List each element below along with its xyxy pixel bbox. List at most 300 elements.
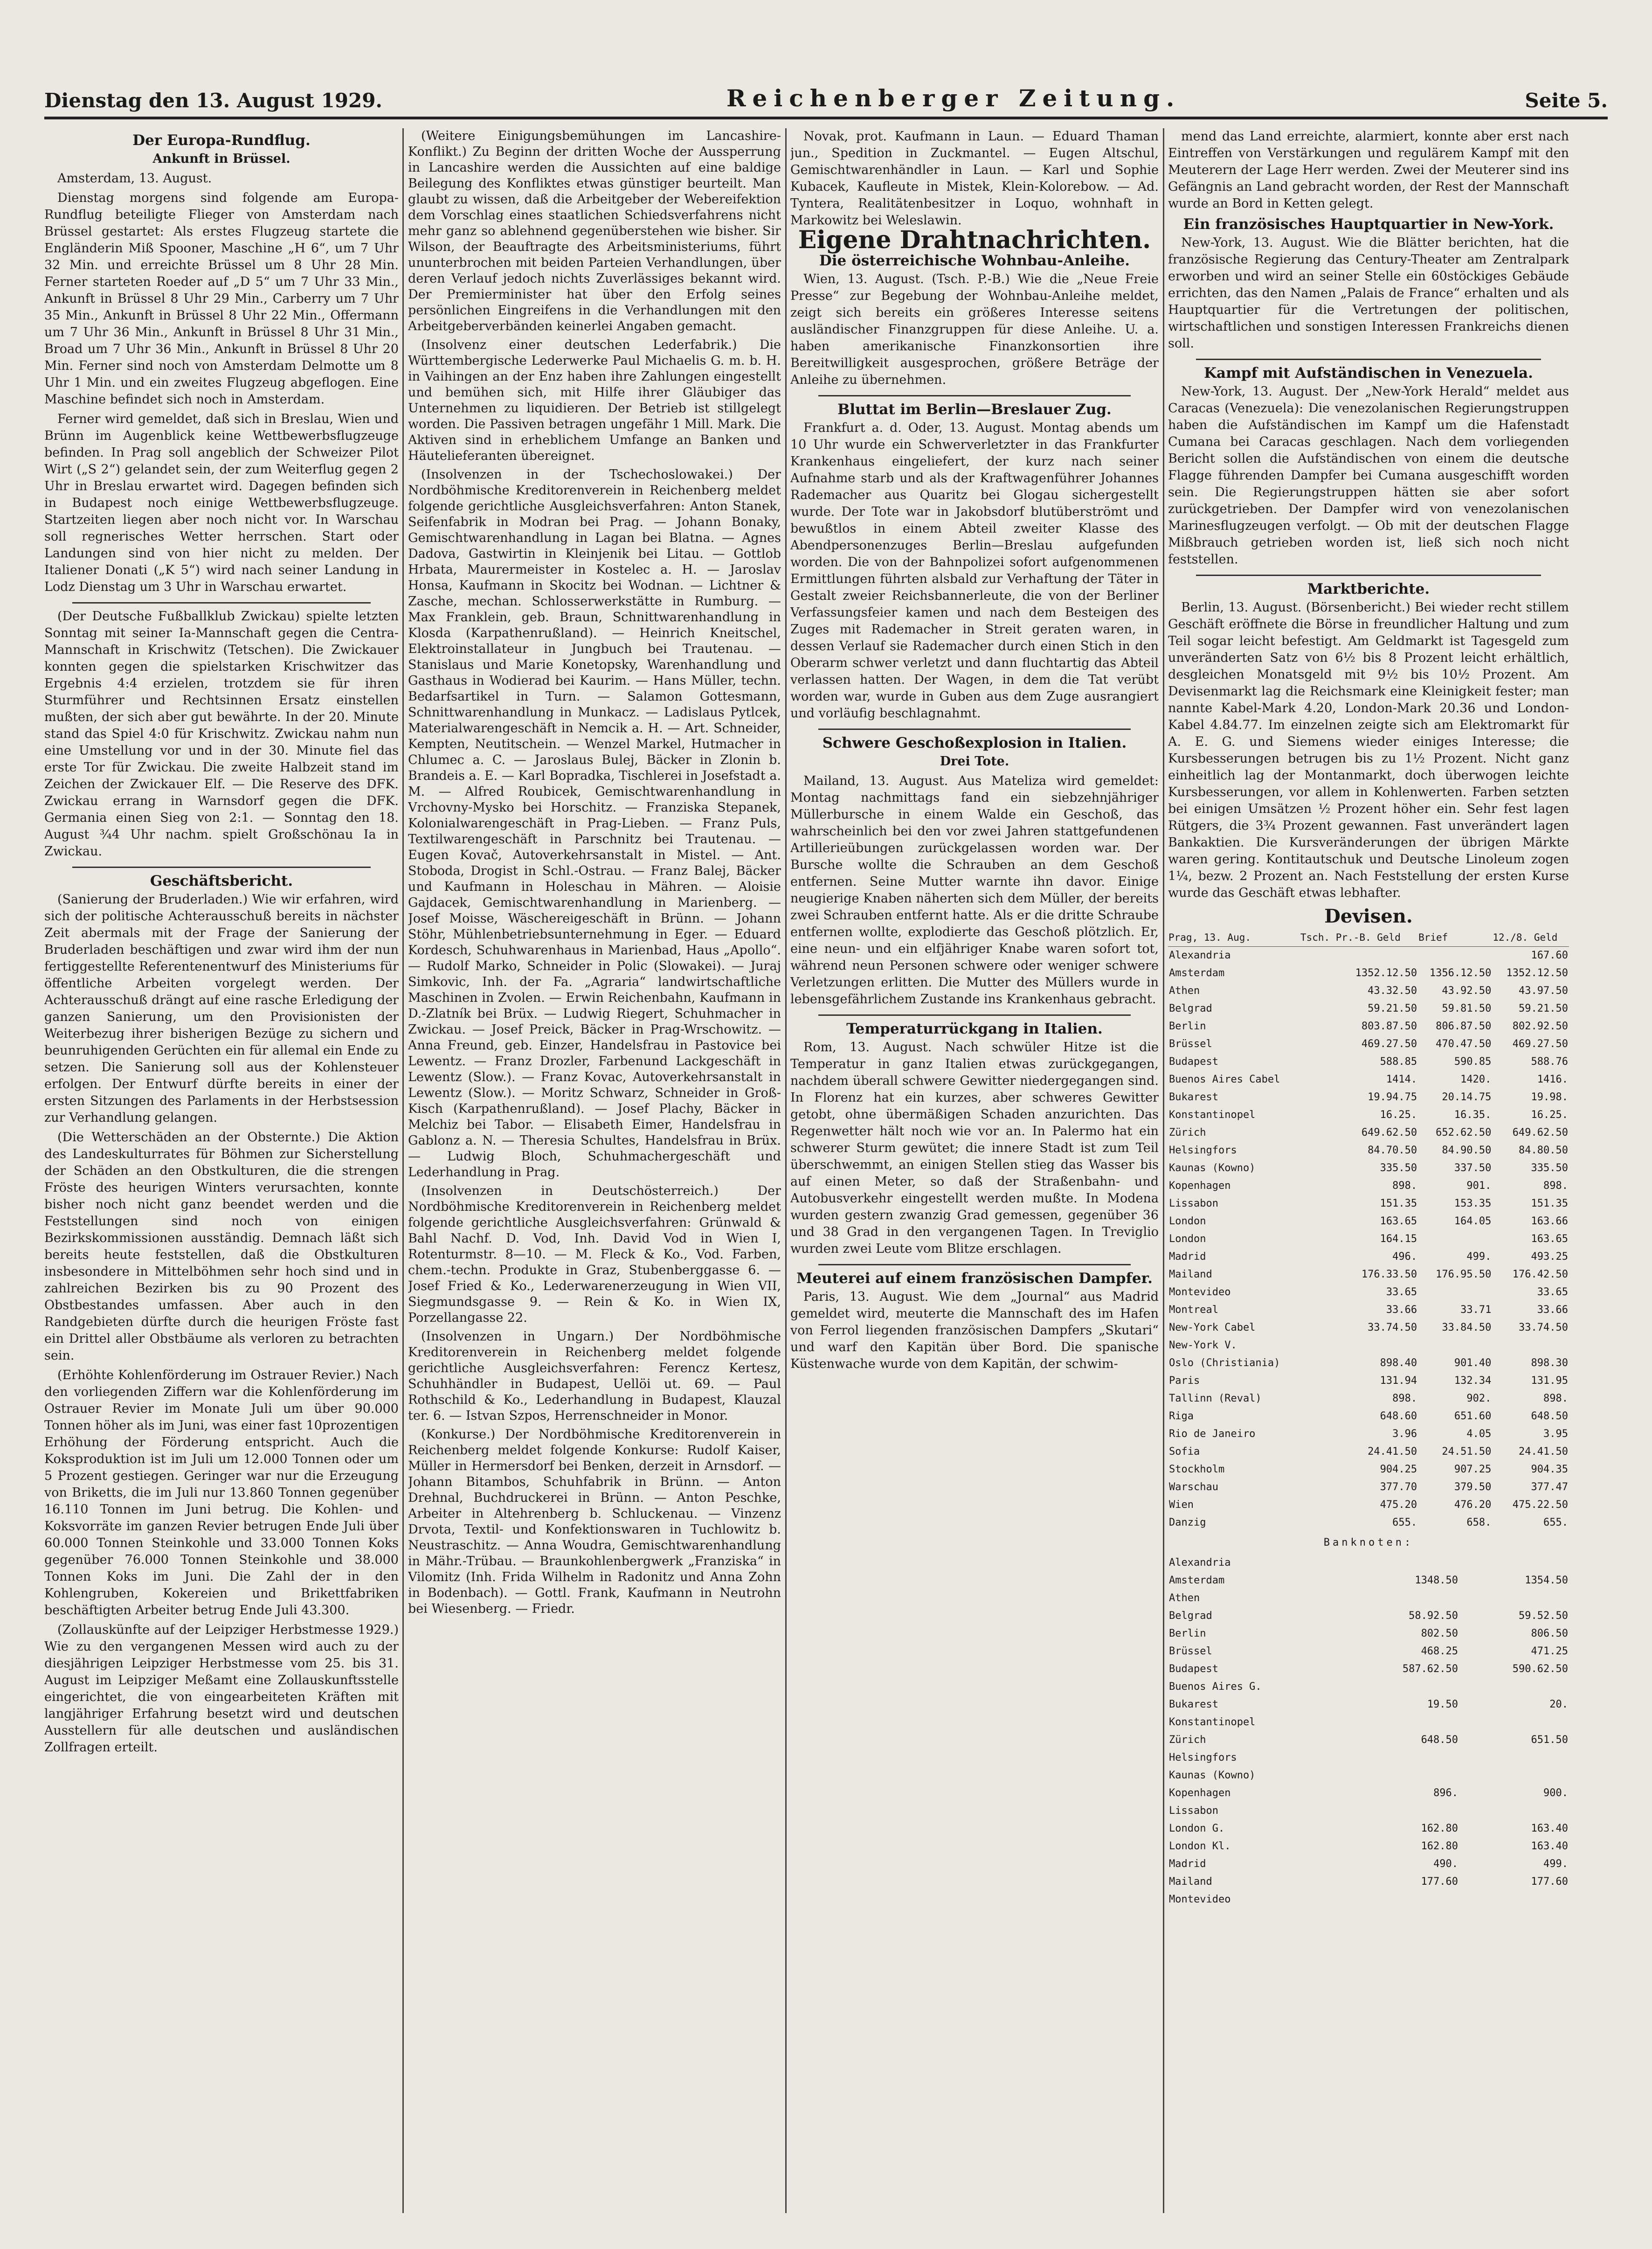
- devisen-place: Sofia: [1169, 1446, 1200, 1458]
- devisen-row: [1168, 1106, 1569, 1124]
- devisen-row: [1168, 1354, 1569, 1372]
- devisen-rate: 164.05: [1454, 1215, 1492, 1227]
- banknoten-place: Bukarest: [1169, 1699, 1218, 1710]
- devisen-rate: 652.62.50: [1436, 1127, 1492, 1138]
- banknoten-row: [1168, 1838, 1569, 1855]
- banknoten-rate: 1354.50: [1525, 1575, 1568, 1586]
- devisen-rate: 167.60: [1531, 950, 1568, 961]
- article: [790, 252, 1159, 389]
- article-paragraph: Frankfurt a. d. Oder, 13. August. Montag abends um 10 Uhr wurde ein Schwerverletzter in das Frankfurter Krankenhaus eingeliefert, der kurz nach seiner Aufnahme starb und als der Kraftwagenführer Johannes Rademacher aus Quaritz bei Glogau sichergestellt wurde. Der Tote war in Jakobsdorf blutüberströmt und bewußtlos in einem Abteil zweiter Klasse des Abendpersonenzuges Berlin—Breslau aufgefunden worden. Die von der Bahnpolizei sofort aufgenommenen Ermittlungen führten alsbald zur Verhaftung der Täter in Gestalt zweier Reichsbannerleute, die von der Berliner Verfassungsfeier kamen und nach dem Besteigen des Zuges mit Rademacher in Streit geraten waren, in dessen Verlauf sie Rademacher durch einen Stich in den Oberarm schwer verletzt und dann fluchtartig das Abteil verlassen hatten. Der Wagen, in dem die Tat verübt worden war, wurde in Guben aus dem Zuge ausrangiert und vorläufig beschlagnahmt.: [790, 421, 1159, 721]
- banknoten-place: Kaunas (Kowno): [1169, 1770, 1256, 1781]
- devisen-place: Kopenhagen: [1169, 1180, 1231, 1192]
- banknoten-rate: [1459, 1590, 1569, 1607]
- devisen-rate: 649.62.50: [1512, 1127, 1568, 1138]
- wire-articles: [1168, 216, 1569, 902]
- devisen-rate: 493.25: [1531, 1251, 1568, 1263]
- banknoten-rate: 468.25: [1421, 1645, 1458, 1657]
- article-paragraph: (Insolvenzen in der Tschechoslowakei.) Der Nordböhmische Kreditorenverein in Reichenberg meldet folgende gerichtliche Ausgleichsverfahren: Anton Stanek, Seifenfabrik in Modran bei Prag. — Johann Bonaky, Gemischtwarenhandlung in Lagan bei Blatna. — Agnes Dadova, Gastwirtin in Kleinjenik bei Litau. — Gottlob Hrbata, Maurermeister in Kostelec a. H. — Jaroslav Honsa, Kaufmann in Skocitz bei Wodnan. — Lichtner & Zasche, mechan. Schlosserwerkstätte in Rumburg. — Max Franklein, geb. Braun, Schnittwarenhandlung in Klosda (Karpathenrußland). — Heinrich Kneitschel, Elektroinstallateur in Jungbuch bei Trautenau. — Stanislaus und Marie Konetopsky, Warenhandlung und Gasthaus in Wodierad bei Kaurim. — Hans Müller, techn. Bedarfsartikel in Turn. — Salamon Gottesmann, Schnittwarenhandlung in Munkacz. — Ladislaus Pytlcek, Materialwarengeschäft in Nemcik a. H. — Art. Schneider, Kempten, Neutitschein. — Wenzel Markel, Hutmacher in Chlumec a. C. — Jaroslaus Bulej, Bäcker in Zlonin b. Brandeis a. E. — Karl Bopradka, Tischlerei in Josefstadt a. M. — Alfred Roubicek, Gemischtwarenhandlung in Vrchovny-Mysko bei Horschitz. — Franziska Stepanek, Kolonialwarengeschäft in Prag-Lieben. — Franz Puls, Textilwarengeschäft in Parschnitz bei Trautenau. — Eugen Kovač, Autoverkehrsanstalt in Mistel. — Ant. Stoboda, Drogist in Schl.-Ostrau. — Franz Balej, Bäcker und Kaufmann in Holeschau in Mähren. — Aloisie Gajdacek, Gemischtwarenhandlung in Marienberg. — Josef Moisse, Wäschereigeschäft in Brünn. — Johann Stöhr, Mühlenbetriebsunternehmung in Eger. — Eduard Kordesch, Schuhwarenhaus in Marienbad, Haus „Apollo“. — Rudolf Marko, Schneider in Polic (Slowakei). — Juraj Simkovic, Inh. der Fa. „Agraria“ landwirtschaftliche Maschinen in Zvolen. — Erwin Reichenbahn, Kaufmann in D.-Zlatník bei Brüx. — Ludwig Riegert, Schuhmacher in Zwickau. — Josef Preick, Bäcker in Prag-Wrschowitz. — Anna Freund, geb. Einzer, Handelsfrau in Pastovice bei Lewentz. — Franz Drozler, Farbenund Lackgeschäft in Lewentz (Slow.). — Franz Kovac, Autoverkehrsanstalt in Lewentz (Slow.). — Moritz Schwarz, Schneider in Groß-Kisch (Karpathenrußland). — Josef Plachy, Bäcker in Melchiz bei Tabor. — Elisabeth Eimer, Handelsfrau in Gablonz a. N. — Theresia Schultes, Handelsfrau in Brüx. — Ludwig Bloch, Schuhmachergeschäft und Lederhandlung in Prag.: [408, 467, 781, 1180]
- banknoten-place: Zürich: [1169, 1734, 1206, 1746]
- banknoten-place: Athen: [1169, 1592, 1200, 1604]
- devisen-place: Alexandria: [1169, 950, 1231, 961]
- devisen-rate: 377.47: [1531, 1481, 1568, 1493]
- devisen-row: [1168, 1071, 1569, 1089]
- article-paragraph: Berlin, 13. August. (Börsenbericht.) Bei wieder recht stillem Geschäft eröffnete die Börse in freundlicher Haltung und zum Teil sogar leicht befestigt. Am Geldmarkt ist Tagesgeld zum unveränderten Satz von 6½ bis 8 Prozent leicht erhältlich, desgleichen Monatsgeld mit 9½ bis 10½ Prozent. Am Devisenmarkt lag die Reichsmark eine Kleinigkeit fester; man nannte Kabel-Mark 4.20, London-Mark 20.36 und London-Kabel 4.84.77. Im einzelnen zeigte sich am Elektromarkt für A. E. G. und Siemens wieder einiges Interesse; die Kursbesserungen betrugen bis zu 1½ Prozent. Nicht ganz einheitlich lag der Montanmarkt, doch überwogen leichte Kursbesserungen, vor allem in Kohlenwerten. Farben setzten bei einigen Umsätzen ½ Prozent höher ein. Sehr fest lagen Rütgers, die 3¾ Prozent gewannen. Fast unverändert lagen Bankaktien. Die Kursveränderungen der übrigen Märkte waren gering. Kontitautschuk und Deutsche Linoleum zogen 1¼, bezw. 2 Prozent an. Nach Feststellung der ersten Kurse wurde das Geschäft etwas lebhafter.: [1168, 600, 1569, 900]
- devisen-place: Lissabon: [1169, 1198, 1218, 1209]
- devisen-row: [1168, 1142, 1569, 1159]
- devisen-place: Bukarest: [1169, 1091, 1218, 1103]
- devisen-rate: 475.22.50: [1512, 1499, 1568, 1511]
- devisen-rate: 3.95: [1543, 1428, 1568, 1440]
- devisen-rate: 470.47.50: [1436, 1038, 1492, 1050]
- devisen-rate: 648.50: [1531, 1410, 1568, 1422]
- devisen-rate: [1418, 947, 1492, 965]
- article-divider: [1196, 575, 1541, 576]
- devisen-row: [1168, 1425, 1569, 1443]
- devisen-rate: 499.: [1466, 1251, 1492, 1263]
- devisen-place: London: [1169, 1233, 1206, 1245]
- devisen-place: Madrid: [1169, 1251, 1206, 1263]
- devisen-rate: 907.25: [1454, 1464, 1492, 1475]
- devisen-rate: [1418, 1337, 1492, 1354]
- devisen-column-header: Prag, 13. Aug.: [1168, 929, 1300, 947]
- devisen-rate: 898.: [1392, 1393, 1417, 1404]
- devisen-place: Konstantinopel: [1169, 1109, 1256, 1121]
- banknoten-rate: [1349, 1554, 1459, 1572]
- article: [44, 132, 399, 596]
- newspaper-title: Reichenberger Zeitung.: [726, 84, 1181, 112]
- devisen-row: [1168, 1337, 1569, 1354]
- devisen-rate: 59.81.50: [1442, 1003, 1492, 1014]
- banknoten-rate: 59.52.50: [1519, 1610, 1568, 1622]
- devisen-rate: 20.14.75: [1442, 1091, 1492, 1103]
- banknoten-place: Mailand: [1169, 1876, 1212, 1888]
- column-divider: [785, 128, 787, 2213]
- banknoten-row: [1168, 1731, 1569, 1749]
- article-subheadline: Drei Tote.: [940, 754, 1009, 769]
- banknoten-rate: [1459, 1802, 1569, 1820]
- devisen-row: [1168, 1195, 1569, 1213]
- devisen-column-header: 12./8. Geld: [1492, 929, 1569, 947]
- devisen-rate: 475.20: [1380, 1499, 1417, 1511]
- devisen-place: Amsterdam: [1169, 967, 1225, 979]
- article-paragraph: Amsterdam, 13. August.: [57, 171, 212, 186]
- banknoten-place: Konstantinopel: [1169, 1716, 1256, 1728]
- banknoten-rate: [1349, 1767, 1459, 1784]
- article-paragraph: (Konkurse.) Der Nordböhmische Kreditorenverein in Reichenberg meldet folgende Konkurse: Rudolf Kaiser, Müller in Hermersdorf bei Benken, derzeit in Arnsdorf. — Johann Bitambos, Schuhfabrik in Brünn. — Anton Drehnal, Buchdruckerei in Brünn. — Anton Peschke, Arbeiter in Altehrenberg b. Schluckenau. — Vinzenz Drvota, Textil- und Konfektionswaren in Tuchlowitz b. Neustraschitz. — Anna Woudra, Gemischtwarenhandlung in Mähr.-Trübau. — Braunkohlenbergwerk „Franziska“ in Vilomitz (Inh. Frida Wilhelm in Radonitz und Anna Zohn in Bodenbach). — Gottl. Frank, Kaufmann in Neutrohn bei Wiesenberg. — Friedr.: [408, 1427, 781, 1616]
- devisen-rate: 59.21.50: [1519, 1003, 1568, 1014]
- article: [790, 1020, 1159, 1257]
- devisen-place: Warschau: [1169, 1481, 1218, 1493]
- devisen-rate: 902.: [1466, 1393, 1492, 1404]
- devisen-rate: 151.35: [1531, 1198, 1568, 1209]
- devisen-place: Montreal: [1169, 1304, 1218, 1316]
- devisen-place: Stockholm: [1169, 1464, 1225, 1475]
- section-banner: Eigene Drahtnachrichten.: [798, 226, 1151, 254]
- issue-date: Dienstag den 13. August 1929.: [44, 89, 383, 112]
- devisen-rate: 476.20: [1454, 1499, 1492, 1511]
- devisen-rate: 904.35: [1531, 1464, 1568, 1475]
- banknoten-rate: 58.92.50: [1409, 1610, 1458, 1622]
- banknoten-place: Amsterdam: [1169, 1575, 1225, 1586]
- devisen-row: [1168, 1514, 1569, 1532]
- devisen-row: [1168, 1372, 1569, 1390]
- devisen-rate: 377.70: [1380, 1481, 1417, 1493]
- devisen-column-header: Brief: [1418, 929, 1492, 947]
- devisen-place: Zürich: [1169, 1127, 1206, 1138]
- devisen-place: Riga: [1169, 1410, 1194, 1422]
- banknoten-rate: 648.50: [1421, 1734, 1458, 1746]
- banknoten-rate: [1349, 1590, 1459, 1607]
- banknoten-rate: [1459, 1678, 1569, 1696]
- banknoten-row: [1168, 1607, 1569, 1625]
- devisen-rate: 84.90.50: [1442, 1145, 1492, 1156]
- article-paragraph: (Insolvenz einer deutschen Lederfabrik.) Die Württembergische Lederwerke Paul Michaelis G. m. b. H. in Vaihingen an der Enz haben ihre Zahlungen eingestellt und bemühen sich, mit Hilfe ihrer Gläubiger das Unternehmen zu liquidieren. Der Betrieb ist stillgelegt worden. Die Passiven betragen ungefähr 1 Mill. Mark. Die Aktiven sind in erheblichem Umfange an Banken und Häutelieferanten übereignet.: [408, 338, 781, 463]
- devisen-rate: 176.42.50: [1512, 1269, 1568, 1280]
- devisen-row: [1168, 1461, 1569, 1479]
- devisen-row: [1168, 1496, 1569, 1514]
- banknoten-rate: 806.50: [1531, 1628, 1568, 1639]
- column-4: [1168, 128, 1569, 2213]
- banknoten-place: Belgrad: [1169, 1610, 1212, 1622]
- banknoten-rate: 499.: [1543, 1858, 1568, 1870]
- banknoten-place: Budapest: [1169, 1663, 1218, 1675]
- devisen-rate: 84.70.50: [1368, 1145, 1417, 1156]
- devisen-place: Mailand: [1169, 1269, 1212, 1280]
- devisen-place: Brüssel: [1169, 1038, 1212, 1050]
- banknoten-row: [1168, 1714, 1569, 1731]
- masthead: [44, 79, 1608, 112]
- devisen-rate: 337.50: [1454, 1162, 1492, 1174]
- devisen-rate: [1300, 947, 1418, 965]
- article-headline: Schwere Geschoßexplosion in Italien.: [822, 735, 1127, 751]
- devisen-rate: 904.25: [1380, 1464, 1417, 1475]
- devisen-row: [1168, 1000, 1569, 1018]
- banknoten-row: [1168, 1590, 1569, 1607]
- banknoten-rate: 1348.50: [1415, 1575, 1458, 1586]
- devisen-rate: 898.: [1392, 1180, 1417, 1192]
- devisen-row: [1168, 965, 1569, 982]
- devisen-row: [1168, 1408, 1569, 1425]
- banknoten-rate: 162.80: [1421, 1840, 1458, 1852]
- devisen-rate: 469.27.50: [1512, 1038, 1568, 1050]
- devisen-place: Danzig: [1169, 1517, 1206, 1528]
- devisen-place: Rio de Janeiro: [1169, 1428, 1256, 1440]
- banknoten-rate: 162.80: [1421, 1823, 1458, 1834]
- devisen-rate: 24.41.50: [1519, 1446, 1568, 1458]
- devisen-row: [1168, 1053, 1569, 1071]
- devisen-rate: 33.66: [1537, 1304, 1568, 1316]
- devisen-rate: 590.85: [1454, 1056, 1492, 1068]
- banknoten-row: [1168, 1873, 1569, 1891]
- article-paragraph: (Insolvenzen in Ungarn.) Der Nordböhmische Kreditorenverein in Reichenberg meldet folgende gerichtliche Ausgleichsverfahren: Ferencz Kertesz, Schuhhändler in Budapest, Uellöi ut. 69. — Paul Rothschild & Ko., Lederhandlung in Budapest, Klauzal ter. 6. — Istvan Szpos, Herrenschneider in Monor.: [408, 1329, 781, 1423]
- article-divider: [1196, 359, 1541, 360]
- article-paragraph: (Sanierung der Bruderladen.) Wie wir erfahren, wird sich der politische Achterausschuß bereits in nächster Zeit abermals mit der Frage der Sanierung der Bruderladen beschäftigen und zwar wird ihm der nun fertiggestellte Referentenentwurf des Ministeriums für öffentliche Arbeiten vorgelegt werden. Der Achterausschuß drängt auf eine rasche Erledigung der ganzen Sanierung, um den Provisionisten der Weiterbezug ihrer bisherigen Bezüge zu sichern und beunruhigenden Gerüchten ein für allemal ein Ende zu setzen. Die Sanierung soll aus der Kohlensteuer erfolgen. Der Entwurf dürfte bereits in einer der ersten Sitzungen des Parlaments in der Herbstsession zur Verhandlung gelangen.: [44, 892, 399, 1125]
- devisen-rate: 496.: [1392, 1251, 1417, 1263]
- article-paragraph: (Weitere Einigungsbemühungen im Lancashire-Konflikt.) Zu Beginn der dritten Woche der Aussperrung in Lancashire werden die Aussichten auf eine baldige Beilegung des Konfliktes etwas günstiger beurteilt. Man glaubt zu wissen, daß die Arbeitgeber der Webereifektion dem Vorschlag eines staatlichen Schiedsverfahrens nicht mehr ganz so ablehnend gegenüberstehen wie bisher. Sir Wilson, der Beauftragte des Arbeitsministeriums, führt ununterbrochen mit beiden Parteien Verhandlungen, über deren Verlauf jedoch nichts Zuverlässiges bekannt wird. Der Premierminister hat über den Erfolg seines persönlichen Eingreifens in die Verhandlungen mit den Arbeitgeberverbänden keinerlei Angaben gemacht.: [408, 129, 781, 333]
- banknoten-place: Montevideo: [1169, 1894, 1231, 1905]
- column-2: [408, 128, 781, 2213]
- devisen-rate: 655.: [1543, 1517, 1568, 1528]
- devisen-row: [1168, 947, 1569, 965]
- devisen-row: [1168, 1479, 1569, 1496]
- devisen-row: [1168, 1266, 1569, 1284]
- devisen-place: Buenos Aires Cabel: [1169, 1074, 1280, 1085]
- article-paragraph: Ferner wird gemeldet, daß sich in Breslau, Wien und Brünn im Augenblick keine Wettbewerbsflugzeuge befinden. In Prag soll angeblich der Schweizer Pilot Wirt („S 2“) gelandet sein, der zum Weiterflug gegen 2 Uhr in Breslau erwartet wird. Dagegen befinden sich in Budapest noch einige Wettbewerbsflugzeuge. Startzeiten liegen aber noch nicht vor. In Warschau soll regnerisches Wetter herrschen. Start oder Landungen sind von hier nicht zu melden. Der Italiener Donati („K 5“) wird nach seiner Landung in Lodz Dienstag um 3 Uhr in Warschau erwartet.: [44, 412, 399, 594]
- banknoten-rate: [1459, 1891, 1569, 1909]
- article-headline: Geschäftsbericht.: [150, 873, 293, 889]
- devisen-row: [1168, 1319, 1569, 1337]
- article-paragraph: (Die Wetterschäden an der Obsternte.) Die Aktion des Landeskulturrates für Böhmen zur Sicherstellung der Schäden an den Obstkulturen, die die strengen Fröste des heurigen Winters verursachten, konnte bisher noch nicht ganz beendet werden und die Feststellungen sind noch von einigen Bezirkskommissionen ausständig. Demnach läßt sich bereits heute feststellen, daß die Obstkulturen insbesondere in Mittelböhmen sehr hoch sind und in zahlreichen Bezirken bis zu 90 Prozent des Obstbestandes umfassen. Aber auch in den Randgebieten dürfte durch die heurigen Fröste fast ein Drittel aller Obstbäume als verloren zu betrachten sein.: [44, 1130, 399, 1363]
- banknoten-rate: 651.50: [1531, 1734, 1568, 1746]
- devisen-place: New-York Cabel: [1169, 1322, 1256, 1333]
- banknoten-rate: [1349, 1714, 1459, 1731]
- devisen-rate: 1352.12.50: [1355, 967, 1417, 979]
- banknoten-rate: 20.: [1549, 1699, 1568, 1710]
- article-headline: Ein französisches Hauptquartier in New-York.: [1183, 216, 1554, 233]
- article: [790, 735, 1159, 1008]
- devisen-rate: 24.41.50: [1368, 1446, 1417, 1458]
- banknoten-row: [1168, 1696, 1569, 1714]
- devisen-rate: 898.: [1543, 1180, 1568, 1192]
- devisen-row: [1168, 1248, 1569, 1266]
- devisen-rate: 43.32.50: [1368, 985, 1417, 997]
- devisen-rate: 131.94: [1380, 1375, 1417, 1387]
- devisen-rate: 164.15: [1380, 1233, 1417, 1245]
- wire-articles: [790, 252, 1159, 1373]
- banknoten-place: Buenos Aires G.: [1169, 1681, 1262, 1693]
- devisen-rate: 1352.12.50: [1506, 967, 1568, 979]
- devisen-row: [1168, 1390, 1569, 1408]
- devisen-place: New-York V.: [1169, 1340, 1237, 1351]
- banknoten-row: [1168, 1678, 1569, 1696]
- banknoten-rate: [1349, 1678, 1459, 1696]
- devisen-row: [1168, 1124, 1569, 1142]
- article-paragraph: (Erhöhte Kohlenförderung im Ostrauer Revier.) Nach den vorliegenden Ziffern war die Kohlenförderung im Ostrauer Revier im Monate Juli um über 90.000 Tonnen höher als im Juni, was einer fast 10prozentigen Erhöhung der Förderung entspricht. Auch die Koksproduktion ist im Juli um 12.000 Tonnen oder um 5 Prozent gestiegen. Geringer war nur die Erzeugung von Briketts, die im Juli nur 13.860 Tonnen gegenüber 16.110 Tonnen im Juni betrug. Die Kohlen- und Koksvorräte im ganzen Revier betrugen Ende Juli über 60.000 Tonnen Steinkohle und 33.000 Tonnen Koks gegenüber 76.000 Tonnen Steinkohle und 38.000 Tonnen Koks im Juni. Die Zahl der in den Kohlengruben, Kokereien und Brikettfabriken beschäftigten Arbeiter betrug Ende Juli 43.300.: [44, 1368, 399, 1617]
- article-divider: [818, 729, 1131, 730]
- devisen-row: [1168, 1018, 1569, 1035]
- banknoten-rate: [1459, 1767, 1569, 1784]
- devisen-rate: 1414.: [1386, 1074, 1417, 1085]
- banknoten-table: [1168, 1554, 1569, 1909]
- banknoten-row: [1168, 1572, 1569, 1590]
- devisen-rate: 806.87.50: [1436, 1020, 1492, 1032]
- article-headline: Meuterei auf einem französischen Dampfer.: [796, 1270, 1153, 1287]
- devisen-rate: 43.92.50: [1442, 985, 1492, 997]
- devisen-rate: 33.66: [1386, 1304, 1417, 1316]
- banknoten-rate: 802.50: [1421, 1628, 1458, 1639]
- devisen-rate: 335.50: [1380, 1162, 1417, 1174]
- devisen-rate: 655.: [1392, 1517, 1417, 1528]
- banknoten-place: Lissabon: [1169, 1805, 1218, 1817]
- column-divider: [1163, 128, 1164, 2213]
- devisen-rate: 176.33.50: [1361, 1269, 1417, 1280]
- devisen-rate: 588.85: [1380, 1056, 1417, 1068]
- banknoten-rate: [1459, 1749, 1569, 1767]
- banknoten-rate: 163.40: [1531, 1840, 1568, 1852]
- devisen-row: [1168, 1159, 1569, 1177]
- banknoten-place: Helsingfors: [1169, 1752, 1237, 1763]
- devisen-rate: 649.62.50: [1361, 1127, 1417, 1138]
- devisen-row: [1168, 1301, 1569, 1319]
- banknoten-place: Madrid: [1169, 1858, 1206, 1870]
- devisen-rate: 33.74.50: [1519, 1322, 1568, 1333]
- devisen-rate: 43.97.50: [1519, 985, 1568, 997]
- devisen-rate: 898.30: [1531, 1357, 1568, 1369]
- banknoten-rate: [1459, 1554, 1569, 1572]
- article-headline: Temperaturrückgang in Italien.: [846, 1020, 1103, 1037]
- column-divider: [402, 128, 404, 2213]
- article-headline: Kampf mit Aufständischen in Venezuela.: [1204, 365, 1533, 382]
- article-divider: [818, 395, 1131, 396]
- devisen-place: Tallinn (Reval): [1169, 1393, 1262, 1404]
- devisen-rate: 163.66: [1531, 1215, 1568, 1227]
- devisen-rate: 33.84.50: [1442, 1322, 1492, 1333]
- devisen-rate: 16.25.: [1531, 1109, 1568, 1121]
- devisen-rate: 901.40: [1454, 1357, 1492, 1369]
- banknoten-rate: [1349, 1749, 1459, 1767]
- banknoten-title: Banknoten:: [1323, 1537, 1414, 1548]
- article-headline: Der Europa-Rundflug.: [132, 132, 311, 149]
- devisen-rate: 898.40: [1380, 1357, 1417, 1369]
- article: [44, 873, 399, 1756]
- devisen-rate: 33.71: [1460, 1304, 1492, 1316]
- column-3: [790, 128, 1159, 2213]
- devisen-rate: 163.65: [1380, 1215, 1417, 1227]
- article: [790, 401, 1159, 722]
- article-divider: [72, 867, 371, 868]
- devisen-row: [1168, 1213, 1569, 1230]
- banknoten-row: [1168, 1767, 1569, 1784]
- devisen-place: Wien: [1169, 1499, 1194, 1511]
- banknoten-row: [1168, 1855, 1569, 1873]
- devisen-rate: 648.60: [1380, 1410, 1417, 1422]
- devisen-place: Athen: [1169, 985, 1200, 997]
- article-paragraph: (Zollauskünfte auf der Leipziger Herbstmesse 1929.) Wie zu den vergangenen Messen wird auch zu der diesjährigen Leipziger Herbstmesse vom 25. bis 31. August im Leipziger Meßamt eine Zollauskunftsstelle eingerichtet, die von eingearbeiteten Kräften mit langjähriger Erfahrung besetzt wird und deutschen Ausstellern für alle deutschen und ausländischen Zollfragen erteilt.: [44, 1623, 399, 1755]
- devisen-rate: 19.94.75: [1368, 1091, 1417, 1103]
- devisen-row: [1168, 1284, 1569, 1301]
- article-paragraph: Dienstag morgens sind folgende am Europa-Rundflug beteiligte Flieger von Amsterdam nach Brüssel gestartet: Als erstes Flugzeug startete die Engländerin Miß Spooner, Maschine „H 6“, um 7 Uhr 32 Min. und erreichte Brüssel um 8 Uhr 28 Min. Ferner starteten Roeder auf „D 5“ um 7 Uhr 33 Min., Ankunft in Brüssel 8 Uhr 29 Min., Carberry um 7 Uhr 35 Min., Ankunft in Brüssel 8 Uhr 22 Min., Offermann um 7 Uhr 36 Min., Ankunft in Brüssel 8 Uhr 31 Min., Broad um 7 Uhr 36 Min., Ankunft in Brüssel 8 Uhr 20 Min. Ferner sind noch von Amsterdam Delmotte um 8 Uhr 1 Min. und ein zweites Flugzeug abgeflogen. Eine Maschine befindet sich noch in Amsterdam.: [44, 191, 399, 407]
- devisen-row: [1168, 1089, 1569, 1106]
- article: [408, 128, 781, 1617]
- banknoten-rate: 19.50: [1427, 1699, 1458, 1710]
- devisen-place: Helsingfors: [1169, 1145, 1237, 1156]
- devisen-rate: 176.95.50: [1436, 1269, 1492, 1280]
- devisen-column-header: Tsch. Pr.-B. Geld: [1300, 929, 1418, 947]
- devisen-place: London: [1169, 1215, 1206, 1227]
- article-continuation: Novak, prot. Kaufmann in Laun. — Eduard Thaman jun., Spedition in Zuckmantel. — Eugen Altschul, Gemischtwarenhändler in Laun. — Karl und Sophie Kubacek, Kaufleute in Mistek, Klein-Kolorebow. — Ad. Tyntera, Realitätenbesitzer in Loquo, wohnhaft in Markowitz bei Weleslawin.: [790, 129, 1159, 228]
- banknoten-rate: 896.: [1433, 1787, 1458, 1799]
- devisen-rate: 658.: [1466, 1517, 1492, 1528]
- article-continuation: mend das Land erreichte, alarmiert, konnte aber erst nach Eintreffen von Verstärkungen und regulärem Kampf mit den Meuterern der Lage Herr werden. Zwei der Meuterer sind ins Gefängnis an Land gebracht worden, der Rest der Mannschaft wurde an Bord in Ketten gelegt.: [1168, 129, 1569, 211]
- devisen-rate: [1300, 1337, 1418, 1354]
- devisen-title: Devisen.: [1324, 905, 1413, 927]
- devisen-rate: 151.35: [1380, 1198, 1417, 1209]
- banknoten-place: London G.: [1169, 1823, 1225, 1834]
- article-divider: [72, 602, 371, 604]
- devisen-rate: 84.80.50: [1519, 1145, 1568, 1156]
- article-headline: Marktberichte.: [1307, 581, 1430, 597]
- banknoten-row: [1168, 1660, 1569, 1678]
- devisen-rate: 588.76: [1531, 1056, 1568, 1068]
- page-number: Seite 5.: [1525, 89, 1608, 112]
- article-headline: Die österreichische Wohnbau-Anleihe.: [819, 252, 1130, 269]
- banknoten-row: [1168, 1891, 1569, 1909]
- devisen-row: [1168, 1443, 1569, 1461]
- banknoten-row: [1168, 1820, 1569, 1838]
- devisen-rate: 4.05: [1466, 1428, 1492, 1440]
- devisen-rate: 24.51.50: [1442, 1446, 1492, 1458]
- devisen-place: Berlin: [1169, 1020, 1206, 1032]
- article-paragraph: Rom, 13. August. Nach schwüler Hitze ist die Temperatur in ganz Italien etwas zurückgegangen, nachdem überall schwere Gewitter niedergegangen sind. In Florenz hat ein kurzes, aber schweres Gewitter getobt, ohne übermäßigen Schaden anzurichten. Das Regenwetter hält noch wie vor an. In Palermo hat ein schwerer Sturm gewütet; die innere Stadt ist zum Teil überschwemmt, an einigen Stellen stieg das Wasser bis auf einen Meter, so daß der Straßenbahn- und Autobusverkehr eingestellt werden mußte. In Modena wurden gestern zwanzig Grad gemessen, gegenüber 36 und 38 Grad in den vergangenen Tagen. In Treviglio wurden zwei Leute vom Blitze erschlagen.: [790, 1040, 1159, 1256]
- article-paragraph: (Der Deutsche Fußballklub Zwickau) spielte letzten Sonntag mit seiner Ia-Mannschaft gegen die Centra-Mannschaft in Krischwitz (Tetschen). Die Zwickauer konnten gegen die spielstarken Krischwitzer das Ergebnis 4:4 erzielen, trotzdem sie für ihren Sturmführer und Rechtsinnen Ersatz einstellen mußten, der sich aber gut bewährte. In der 20. Minute stand das Spiel 4:0 für Krischwitz. Zwickau nahm nun eine Umstellung vor und in der 30. Minute fiel das erste Tor für Zwickau. Die zweite Halbzeit stand im Zeichen der Zwickauer Elf. — Die Reserve des DFK. Zwickau errang in Warnsdorf gegen die DFK. Germania einen Sieg von 2:1. — Sonntag den 18. August ¾4 Uhr nachm. spielt Großschönau Ia in Zwickau.: [44, 609, 399, 859]
- devisen-rate: 802.92.50: [1512, 1020, 1568, 1032]
- banknoten-row: [1168, 1784, 1569, 1802]
- devisen-rate: 59.21.50: [1368, 1003, 1417, 1014]
- devisen-place: Kaunas (Kowno): [1169, 1162, 1256, 1174]
- banknoten-rate: 471.25: [1531, 1645, 1568, 1657]
- banknoten-rate: 177.60: [1531, 1876, 1568, 1888]
- devisen-rate: 379.50: [1454, 1481, 1492, 1493]
- article: [44, 608, 399, 860]
- banknoten-rate: [1349, 1891, 1459, 1909]
- devisen-rate: 469.27.50: [1361, 1038, 1417, 1050]
- devisen-rate: [1418, 1284, 1492, 1301]
- banknoten-rate: 900.: [1543, 1787, 1568, 1799]
- banknoten-row: [1168, 1554, 1569, 1572]
- banknoten-place: Berlin: [1169, 1628, 1206, 1639]
- devisen-row: [1168, 982, 1569, 1000]
- banknoten-rate: 587.62.50: [1402, 1663, 1458, 1675]
- article-divider: [818, 1264, 1131, 1265]
- banknoten-rate: 590.62.50: [1512, 1663, 1568, 1675]
- devisen-rate: 163.65: [1531, 1233, 1568, 1245]
- article: [1168, 581, 1569, 902]
- banknoten-rate: [1349, 1802, 1459, 1820]
- devisen-rate: 803.87.50: [1361, 1020, 1417, 1032]
- devisen-rate: 651.60: [1454, 1410, 1492, 1422]
- devisen-rate: 3.96: [1392, 1428, 1417, 1440]
- banknoten-place: Kopenhagen: [1169, 1787, 1231, 1799]
- devisen-rate: 898.: [1543, 1393, 1568, 1404]
- devisen-place: Belgrad: [1169, 1003, 1212, 1014]
- devisen-table: [1168, 929, 1569, 1532]
- devisen-rate: 1356.12.50: [1429, 967, 1492, 979]
- article: [1168, 216, 1569, 352]
- devisen-rate: [1418, 1230, 1492, 1248]
- devisen-place: Oslo (Christiania): [1169, 1357, 1280, 1369]
- devisen-rate: 1416.: [1537, 1074, 1568, 1085]
- banknoten-rate: 490.: [1433, 1858, 1458, 1870]
- column-1: [44, 128, 399, 2213]
- article-subheadline: Ankunft in Brüssel.: [152, 152, 290, 166]
- banknoten-row: [1168, 1643, 1569, 1660]
- article-paragraph: (Insolvenzen in Deutschösterreich.) Der Nordböhmische Kreditorenverein in Reichenberg meldet folgende gerichtliche Ausgleichsverfahren: Grünwald & Bahl Nachf. D. Vod, Inh. David Vod in Wien I, Rotenturmstr. 8—10. — M. Fleck & Ko., Vod. Farben, chem.-techn. Produkte in Graz, Stubenberggasse 6. — Josef Fried & Ko., Lederwarenerzeugung in Wien VII, Siegmundsgasse 9. — Rein & Ko. in Wien IX, Porzellangasse 22.: [408, 1184, 781, 1325]
- devisen-row: [1168, 1177, 1569, 1195]
- devisen-place: Paris: [1169, 1375, 1200, 1387]
- devisen-rate: 132.34: [1454, 1375, 1492, 1387]
- banknoten-place: Alexandria: [1169, 1557, 1231, 1569]
- article-paragraph: New-York, 13. August. Der „New-York Herald“ meldet aus Caracas (Venezuela): Die venezolanischen Regierungstruppen haben die Aufständischen im Kampf um die Hafenstadt Cumana bei Caracas geschlagen. Nach dem vorliegenden Bericht sollen die Aufständischen von einem die deutsche Flagge führenden Dampfer bei Cumana ausgeschifft worden sein. Die Regierungstruppen hätten sie aber sofort zurückgetrieben. Der Dampfer wird von venezolanischen Marinesflugzeugen verfolgt. — Ob mit der deutschen Flagge Mißbrauch getrieben worden ist, ließ sich noch nicht feststellen.: [1168, 384, 1569, 567]
- article-paragraph: Paris, 13. August. Wie dem „Journal“ aus Madrid gemeldet wird, meuterte die Mannschaft des im Hafen von Ferrol liegenden französischen Dampfers „Skutari“ und warf den Kapitän über Bord. Die spanische Küstenwache wurde von dem Kapitän, der schwim-: [790, 1290, 1159, 1371]
- banknoten-place: London Kl.: [1169, 1840, 1231, 1852]
- banknoten-rate: 177.60: [1421, 1876, 1458, 1888]
- banknoten-row: [1168, 1625, 1569, 1643]
- article-headline: Bluttat im Berlin—Breslauer Zug.: [837, 401, 1112, 418]
- devisen-rate: 153.35: [1454, 1198, 1492, 1209]
- devisen-rate: 19.98.: [1531, 1091, 1568, 1103]
- article-divider: [818, 1014, 1131, 1016]
- devisen-rate: 335.50: [1531, 1162, 1568, 1174]
